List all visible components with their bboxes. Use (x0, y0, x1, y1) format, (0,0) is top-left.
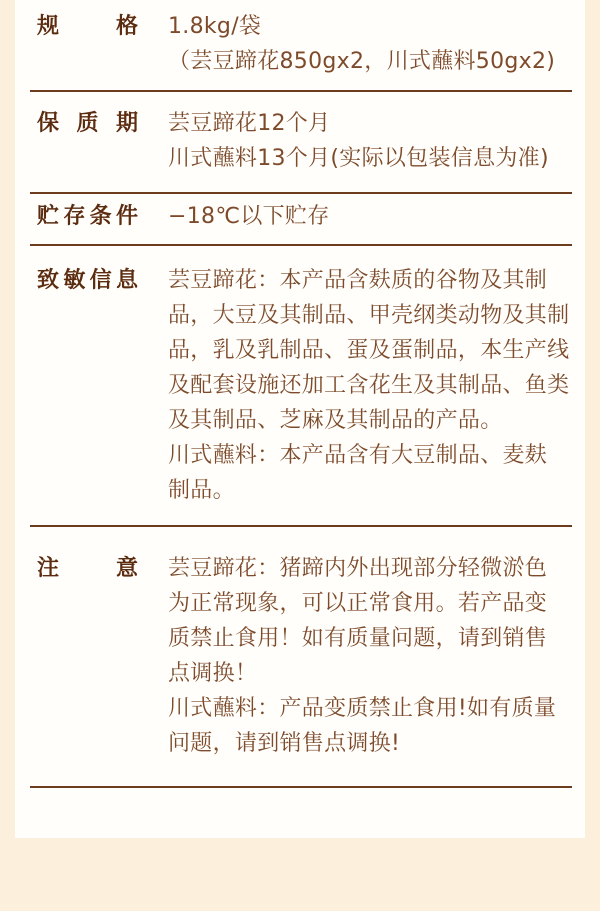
row-notice (30, 527, 572, 788)
storage-conditions-label: 贮存条件 (37, 204, 138, 229)
notice-label: 注意 (37, 556, 138, 581)
allergen-info-value-line: 品，大豆及其制品、甲壳纲类动物及其制 (168, 303, 570, 328)
specification-value-line: （芸豆蹄花850gx2，川式蘸料50gx2) (168, 49, 556, 74)
row-allergen-info (30, 246, 572, 527)
storage-conditions-value (168, 199, 572, 234)
allergen-info-value (168, 263, 572, 508)
allergen-info-value-line: 制品。 (168, 478, 235, 503)
storage-conditions-value-line: −18℃以下贮存 (168, 204, 330, 229)
shelf-life-label: 保质期 (37, 111, 138, 136)
notice-value-line: 为正常现象，可以正常食用。若产品变 (168, 591, 548, 616)
specification-label: 规格 (37, 14, 138, 39)
row-storage-conditions (30, 194, 572, 246)
notice-value (168, 551, 572, 761)
shelf-life-value-line: 芸豆蹄花12个月 (168, 111, 331, 136)
row-specification (30, 0, 572, 92)
shelf-life-value (168, 106, 572, 176)
notice-value-line: 芸豆蹄花：猪蹄内外出现部分轻微淤色 (168, 556, 548, 581)
allergen-info-label: 致敏信息 (37, 268, 138, 293)
allergen-info-value-line: 川式蘸料：本产品含有大豆制品、麦麸 (168, 443, 548, 468)
notice-value-line: 川式蘸料：产品变质禁止食用!如有质量 (168, 696, 557, 721)
row-shelf-life (30, 92, 572, 194)
allergen-info-value-line: 及配套设施还加工含花生及其制品、鱼类 (168, 373, 570, 398)
notice-value-line: 点调换！ (168, 661, 258, 686)
notice-value-line: 问题，请到销售点调换! (168, 731, 401, 756)
specification-value (168, 9, 572, 79)
allergen-info-value-line: 及其制品、芝麻及其制品的产品。 (168, 408, 503, 433)
allergen-info-value-line: 芸豆蹄花：本产品含麸质的谷物及其制 (168, 268, 548, 293)
specification-value-line: 1.8kg/袋 (168, 14, 262, 39)
notice-value-line: 质禁止食用！如有质量问题，请到销售 (168, 626, 548, 651)
product-info-panel (15, 0, 585, 838)
allergen-info-value-line: 品，乳及乳制品、蛋及蛋制品，本生产线 (168, 338, 570, 363)
shelf-life-value-line: 川式蘸料13个月(实际以包装信息为准) (168, 146, 549, 171)
